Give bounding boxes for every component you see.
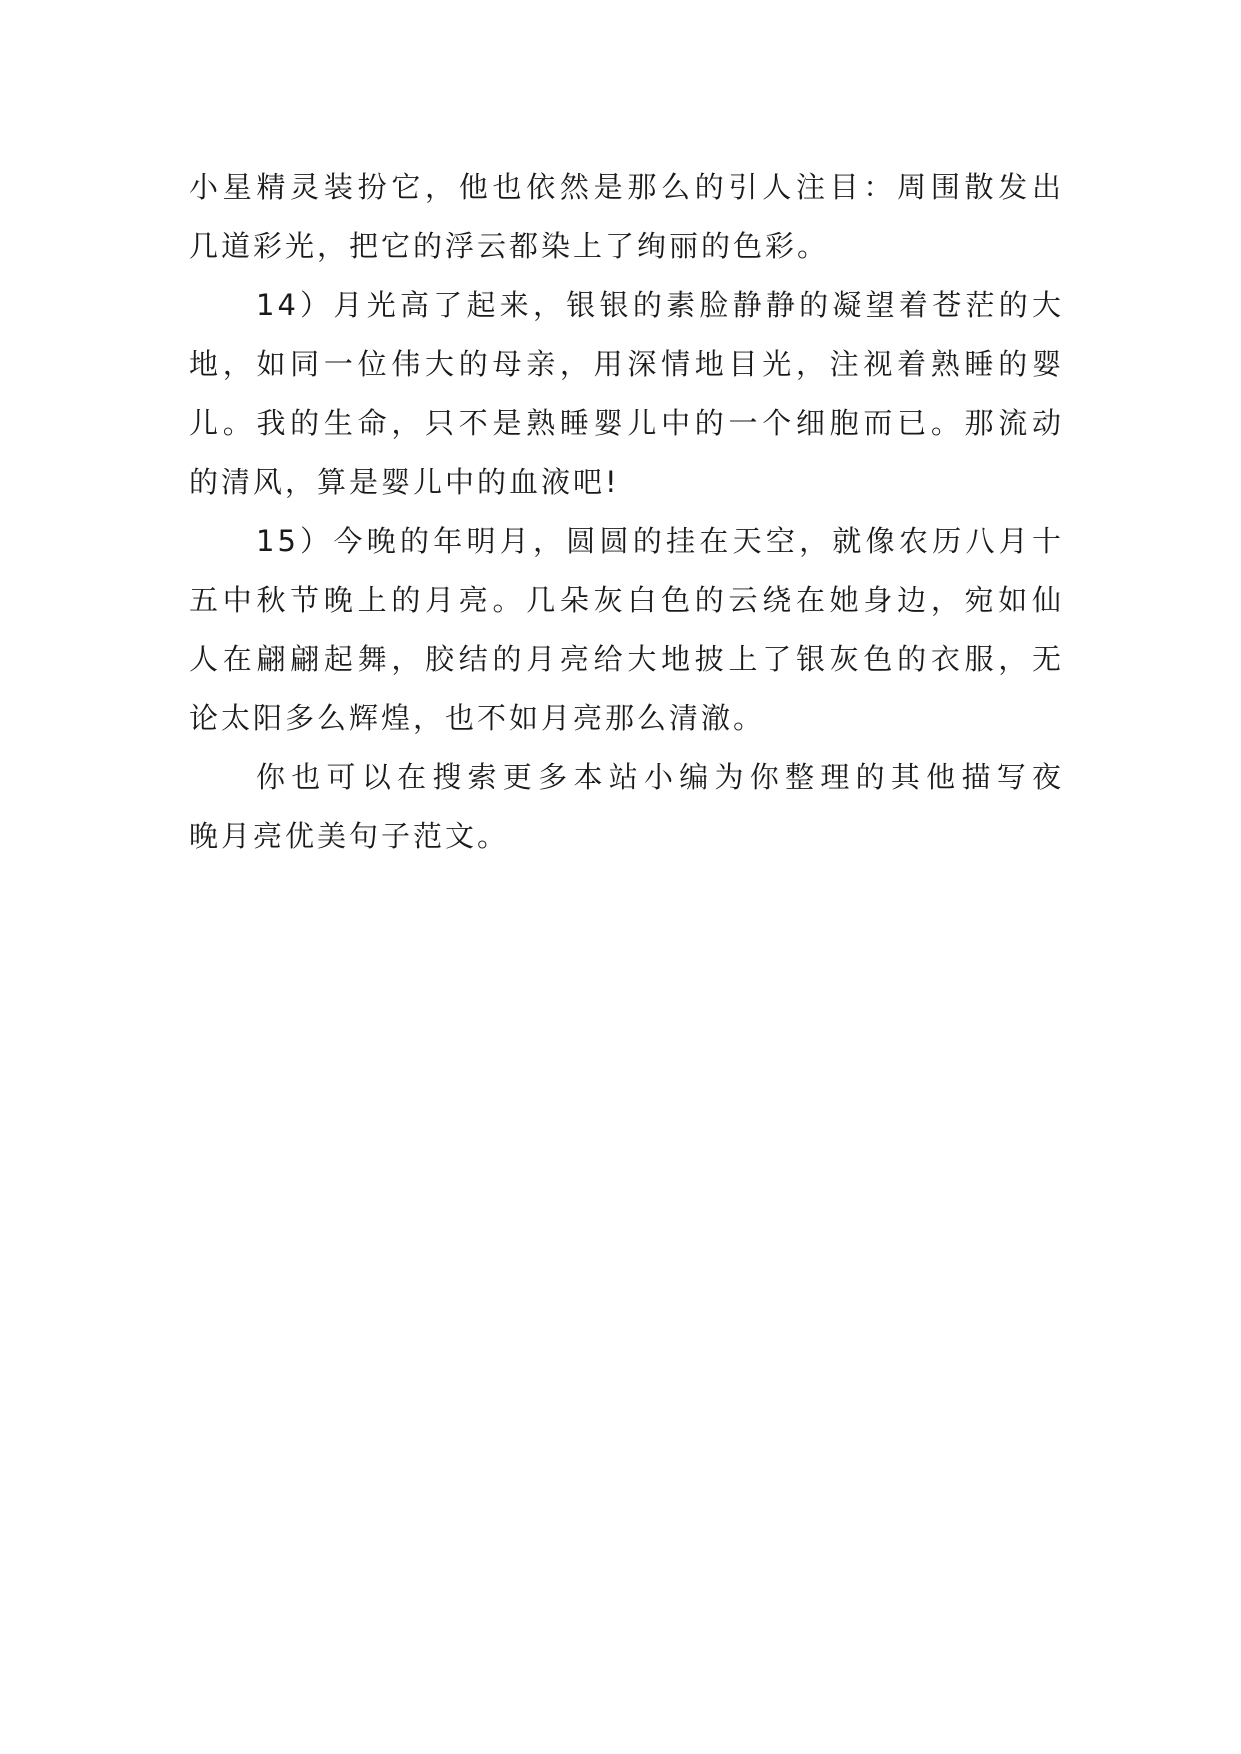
text-line: 地，如同一位伟大的母亲，用深情地目光，注视着熟睡的婴: [189, 347, 1064, 381]
text-line: 小星精灵装扮它，他也依然是那么的引人注目：周围散发出: [189, 170, 1064, 204]
paragraph-item-15: [189, 512, 1064, 748]
text-line: 15）今晚的年明月，圆圆的挂在天空，就像农历八月十: [256, 524, 1064, 558]
text-line: 人在翩翩起舞，胶结的月亮给大地披上了银灰色的衣服，无: [189, 642, 1064, 676]
text-line: 的清风，算是婴儿中的血液吧!: [189, 465, 620, 499]
text-line: 论太阳多么辉煌，也不如月亮那么清澈。: [189, 701, 766, 735]
paragraph-item-14: [189, 276, 1064, 512]
paragraph-continued: [189, 158, 1064, 276]
document-body: [189, 158, 1064, 866]
text-line: 你也可以在搜索更多本站小编为你整理的其他描写夜: [256, 760, 1064, 794]
text-line: 几道彩光，把它的浮云都染上了绚丽的色彩。: [189, 229, 830, 263]
text-line: 五中秋节晚上的月亮。几朵灰白色的云绕在她身边，宛如仙: [189, 583, 1064, 617]
paragraph-closing: [189, 748, 1064, 866]
text-line: 14）月光高了起来，银银的素脸静静的凝望着苍茫的大: [256, 288, 1064, 322]
text-line: 晚月亮优美句子范文。: [189, 819, 510, 853]
text-line: 儿。我的生命，只不是熟睡婴儿中的一个细胞而已。那流动: [189, 406, 1064, 440]
